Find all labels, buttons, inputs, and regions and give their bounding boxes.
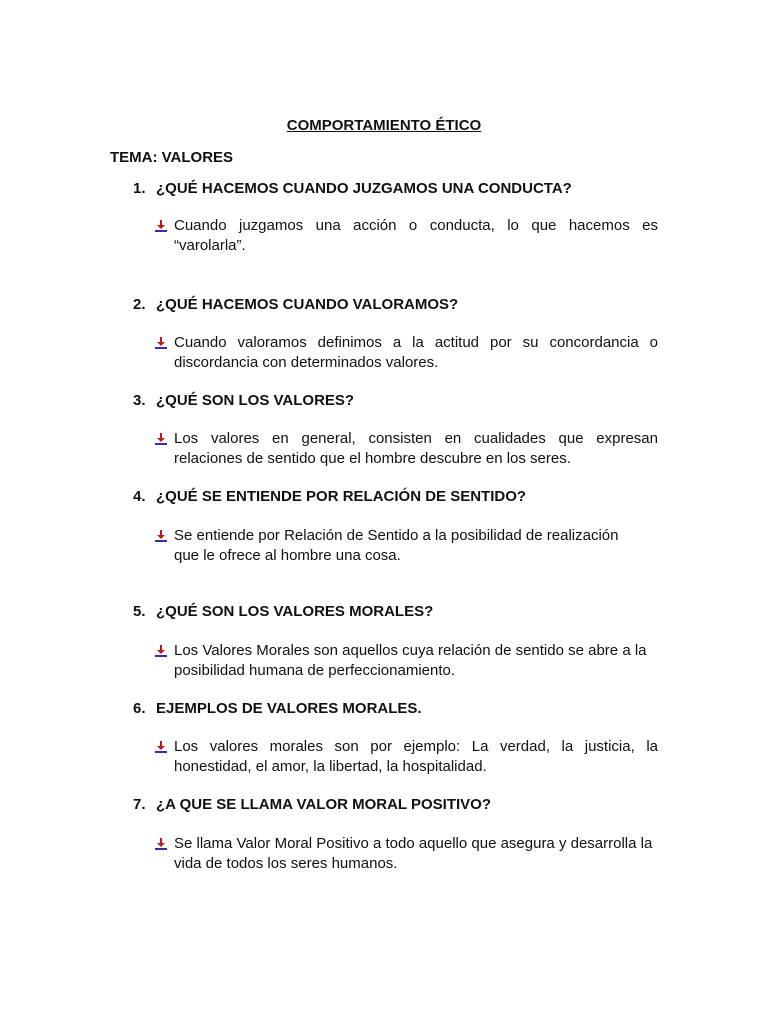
question-number: 6. — [133, 700, 146, 717]
answer-text: Se entiende por Relación de Sentido a la posibilidad de realización que le ofrece al hombre una cosa. — [174, 527, 619, 564]
question-7 — [133, 796, 491, 813]
question-text: ¿QUÉ SE ENTIENDE POR RELACIÓN DE SENTIDO? — [156, 488, 527, 505]
answer-text: Cuando valoramos definimos a la actitud por su concordancia o discordancia con determinados valores. — [174, 334, 658, 371]
answer-4 — [155, 526, 635, 566]
answer-3 — [155, 429, 658, 469]
answer-5 — [155, 641, 658, 681]
question-text: ¿QUÉ SON LOS VALORES MORALES? — [156, 603, 434, 620]
question-text: ¿QUÉ SON LOS VALORES? — [156, 392, 355, 409]
question-number: 7. — [133, 796, 146, 813]
question-text: ¿A QUE SE LLAMA VALOR MORAL POSITIVO? — [156, 796, 492, 813]
answer-text: Los Valores Morales son aquellos cuya relación de sentido se abre a la posibilidad humana de perfeccionamiento. — [174, 642, 647, 679]
answer-text: Los valores morales son por ejemplo: La verdad, la justicia, la honestidad, el amor, la libertad, la hospitalidad. — [174, 738, 658, 775]
answer-7 — [155, 834, 658, 874]
answer-text: Cuando juzgamos una acción o conducta, lo que hacemos es “varolarla”. — [174, 217, 658, 254]
answer-1 — [155, 216, 658, 256]
question-1 — [133, 180, 572, 197]
answer-6 — [155, 737, 658, 777]
question-number: 2. — [133, 296, 146, 313]
question-number: 5. — [133, 603, 146, 620]
question-6 — [133, 700, 422, 717]
down-arrow-bullet-icon — [155, 838, 167, 850]
down-arrow-bullet-icon — [155, 530, 167, 542]
question-5 — [133, 603, 433, 620]
down-arrow-bullet-icon — [155, 220, 167, 232]
question-text: ¿QUÉ HACEMOS CUANDO VALORAMOS? — [156, 296, 459, 313]
question-4 — [133, 488, 526, 505]
question-number: 1. — [133, 180, 146, 197]
question-text: ¿QUÉ HACEMOS CUANDO JUZGAMOS UNA CONDUCTA? — [156, 180, 572, 197]
answer-text: Los valores en general, consisten en cualidades que expresan relaciones de sentido que el hombre descubre en los seres. — [174, 430, 658, 467]
question-3 — [133, 392, 354, 409]
question-number: 3. — [133, 392, 146, 409]
question-text: EJEMPLOS DE VALORES MORALES. — [156, 700, 422, 717]
question-2 — [133, 296, 458, 313]
down-arrow-bullet-icon — [155, 337, 167, 349]
answer-2 — [155, 333, 658, 373]
document-title: COMPORTAMIENTO ÉTICO — [286, 117, 482, 134]
topic-heading: TEMA: VALORES — [110, 149, 234, 166]
down-arrow-bullet-icon — [155, 645, 167, 657]
down-arrow-bullet-icon — [155, 433, 167, 445]
answer-text: Se llama Valor Moral Positivo a todo aquello que asegura y desarrolla la vida de todos los seres humanos. — [174, 835, 653, 872]
question-number: 4. — [133, 488, 146, 505]
down-arrow-bullet-icon — [155, 741, 167, 753]
